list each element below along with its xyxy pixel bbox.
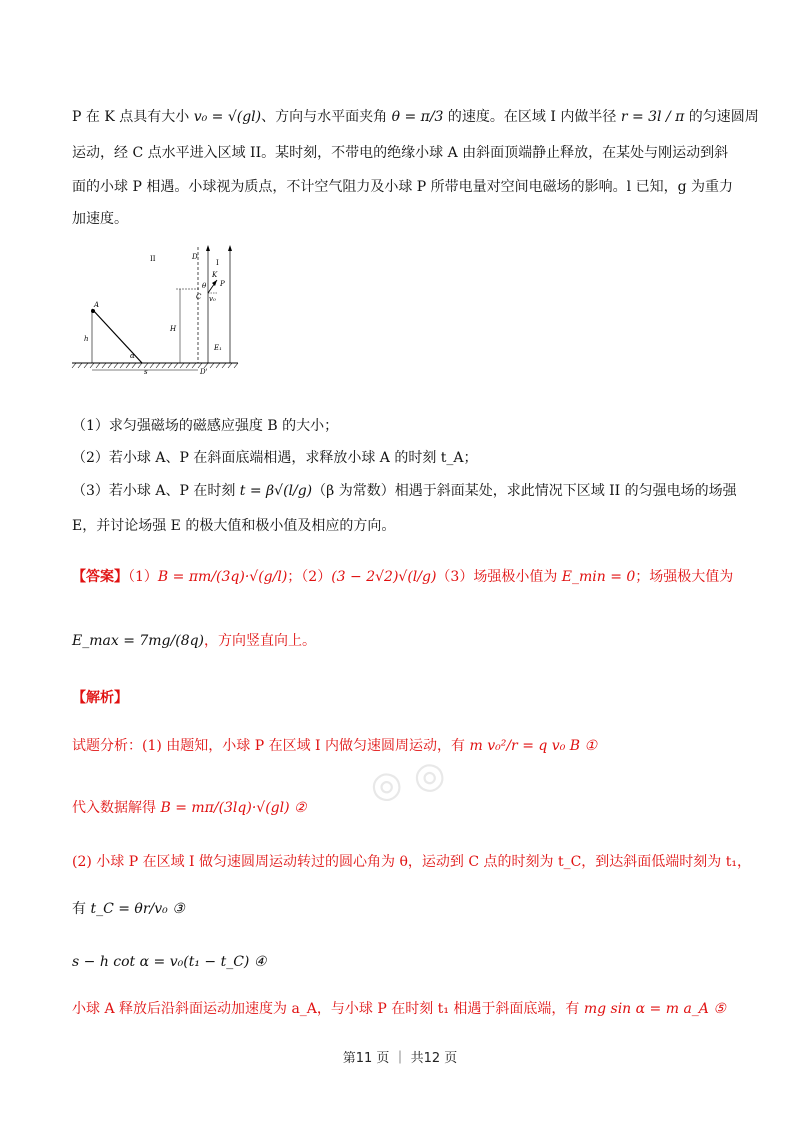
label-E1: E₁ bbox=[214, 344, 222, 352]
label-region-2: II bbox=[150, 255, 156, 263]
problem-line-1: P 在 K 点具有大小 v₀ = √(gl)、方向与水平面夹角 θ = π/3 的速度。在区域 I 内做半径 r = 3l / π 的匀速圆周 bbox=[72, 109, 759, 125]
answer-line-1: 【答案】（1）B = πm/(3q)·√(g/l)；（2）(3 − 2√2)√(l/g)（3）场强极小值为 E_min = 0；场强极大值为 bbox=[72, 569, 734, 585]
analysis-line-2: 代入数据解得 B = mπ/(3lq)·√(gl) ② bbox=[72, 800, 307, 816]
page-footer: 第11 页 ｜ 共12 页 bbox=[342, 1051, 458, 1066]
theta-formula: θ = π/3 bbox=[391, 109, 444, 125]
analysis-line-1: 试题分析：(1) 由题知，小球 P 在区域 I 内做匀速圆周运动，有 m v₀²/r = q v₀ B ① bbox=[72, 738, 598, 754]
question-2: （2）若小球 A、P 在斜面底端相遇，求释放小球 A 的时刻 t_A； bbox=[72, 450, 478, 466]
ball-a bbox=[91, 309, 95, 313]
problem-line-3: 面的小球 P 相遇。小球视为质点，不计空气阻力及小球 P 所带电量对空间电磁场的影响。l 已知，g 为重力 bbox=[72, 179, 733, 195]
label-theta: θ bbox=[202, 282, 207, 290]
question-3-line-1: （3）若小球 A、P 在时刻 t = β√(l/g)（β 为常数）相遇于斜面某处，求此情况下区域 II 的匀强电场的场强 bbox=[72, 483, 737, 499]
analysis-line-6: 小球 A 释放后沿斜面运动加速度为 a_A，与小球 P 在时刻 t₁ 相遇于斜面底端，有 mg sin α = m a_A ⑤ bbox=[72, 1001, 726, 1017]
v0-formula: v₀ = √(gl) bbox=[193, 109, 262, 125]
problem-line-4: 加速度。 bbox=[72, 211, 128, 227]
question-3-line-2: E，并讨论场强 E 的极大值和极小值及相应的方向。 bbox=[72, 518, 396, 534]
watermark: ◎ ◎ bbox=[366, 752, 449, 809]
answer-Emin: E_min = 0 bbox=[561, 569, 636, 585]
analysis-line-3: (2) 小球 P 在区域 I 做匀速圆周运动转过的圆心角为 θ，运动到 C 点的时刻为 t_C，到达斜面低端时刻为 t₁， bbox=[72, 854, 751, 870]
eq-2: B = mπ/(3lq)·√(gl) ② bbox=[160, 800, 307, 816]
eq-3: t_C = θr/v₀ ③ bbox=[90, 901, 185, 917]
label-H: H bbox=[170, 325, 177, 333]
eq-4: s − h cot α = v₀(t₁ − t_C) ④ bbox=[72, 954, 267, 970]
time-formula: t = β√(l/g) bbox=[239, 483, 313, 499]
label-region-1: I bbox=[216, 259, 219, 267]
answer-B: B = πm/(3q)·√(g/l) bbox=[157, 569, 288, 585]
physics-diagram bbox=[70, 243, 240, 375]
label-Dp: D' bbox=[200, 368, 208, 375]
label-C: C bbox=[196, 293, 202, 301]
label-s: s bbox=[144, 368, 148, 375]
answer-Emax: E_max = 7mg/(8q) bbox=[72, 633, 205, 649]
radius-formula: r = 3l / π bbox=[620, 109, 685, 125]
answer-t: (3 − 2√2)√(l/g) bbox=[331, 569, 437, 585]
label-v0: v₀ bbox=[209, 295, 216, 303]
label-a: A bbox=[94, 301, 100, 309]
question-1: （1）求匀强磁场的磁感应强度 B 的大小； bbox=[72, 418, 339, 434]
label-P: P bbox=[220, 280, 225, 288]
analysis-line-4: 有 t_C = θr/v₀ ③ bbox=[72, 901, 185, 917]
label-h: h bbox=[84, 335, 89, 343]
analysis-line-5 bbox=[72, 952, 760, 972]
eq-1: m v₀²/r = q v₀ B ① bbox=[469, 738, 598, 754]
problem-line-2: 运动，经 C 点水平进入区域 II。某时刻，不带电的绝缘小球 A 由斜面顶端静止释放，在某处与刚运动到斜 bbox=[72, 145, 729, 161]
answer-tag: 【答案】 bbox=[72, 569, 128, 585]
ground-hatch bbox=[72, 363, 238, 368]
eq-5: mg sin α = m a_A ⑤ bbox=[583, 1001, 726, 1017]
answer-line-2: E_max = 7mg/(8q)，方向竖直向上。 bbox=[72, 633, 317, 649]
analysis-tag: 【解析】 bbox=[72, 690, 128, 706]
label-D: D bbox=[192, 253, 198, 261]
label-alpha: α bbox=[130, 352, 135, 360]
label-K: K bbox=[212, 271, 218, 279]
